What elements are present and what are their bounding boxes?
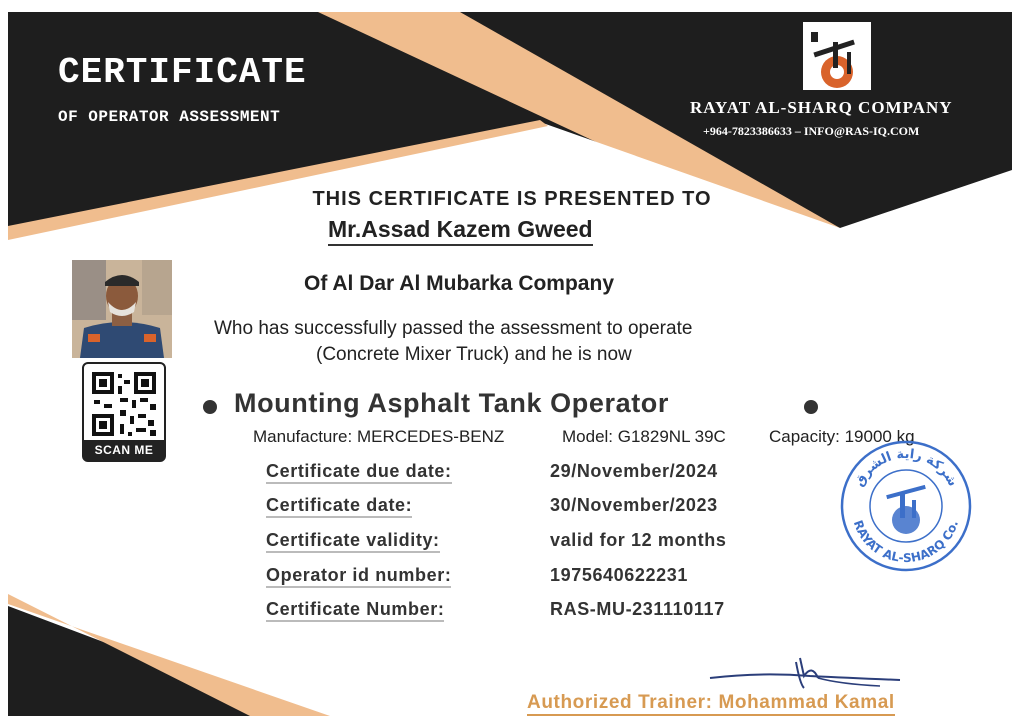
validity-label: Certificate validity: [266,530,440,553]
validity-value: valid for 12 months [550,530,727,550]
capacity: Capacity: 19000 kg [769,427,915,446]
company-contact: +964-7823386633 – INFO@RAS-IQ.COM [703,124,920,138]
recipient-company: Of Al Dar Al Mubarka Company [304,272,614,295]
stamp-text-top: شركة راية الشرق [851,446,961,490]
operator-id-value: 1975640622231 [550,565,688,585]
scan-me-label: SCAN ME [84,440,164,460]
company-stamp [838,438,974,574]
certificate-date-label: Certificate date: [266,495,412,518]
authorized-trainer: Authorized Trainer: Mohammad Kamal [527,692,895,716]
recipient-name: Mr.Assad Kazem Gweed [328,216,593,246]
certificate-title: CERTIFICATE [58,52,307,93]
certificate-subtitle: OF OPERATOR ASSESSMENT [58,108,281,126]
operator-role: Mounting Asphalt Tank Operator [234,388,669,418]
model: Model: G1829NL 39C [562,427,726,446]
certificate-number-label: Certificate Number: [266,599,444,622]
assessment-text-line1: Who has successfully passed the assessment to operate [214,318,693,339]
bullet-right-icon [804,400,818,414]
due-date-value: 29/November/2024 [550,461,718,481]
certificate-number-value: RAS-MU-231110117 [550,599,725,619]
manufacture: Manufacture: MERCEDES-BENZ [253,427,505,446]
trainer-signature [700,654,930,694]
oil-pump-gear-icon [803,22,871,90]
operator-photo [72,260,172,358]
due-date-label: Certificate due date: [266,461,452,484]
stamp-text-bottom: RAYAT AL-SHARQ Co. [850,518,962,566]
operator-id-label: Operator id number: [266,565,451,588]
certificate-date-value: 30/November/2023 [550,495,718,515]
qr-code-pattern [84,366,164,442]
assessment-text-line2: (Concrete Mixer Truck) and he is now [316,344,632,365]
qr-code[interactable] [82,362,166,462]
presented-to-heading: THIS CERTIFICATE IS PRESENTED TO [312,188,712,210]
bullet-left-icon [203,400,217,414]
company-name: RAYAT AL-SHARQ COMPANY [690,98,953,117]
